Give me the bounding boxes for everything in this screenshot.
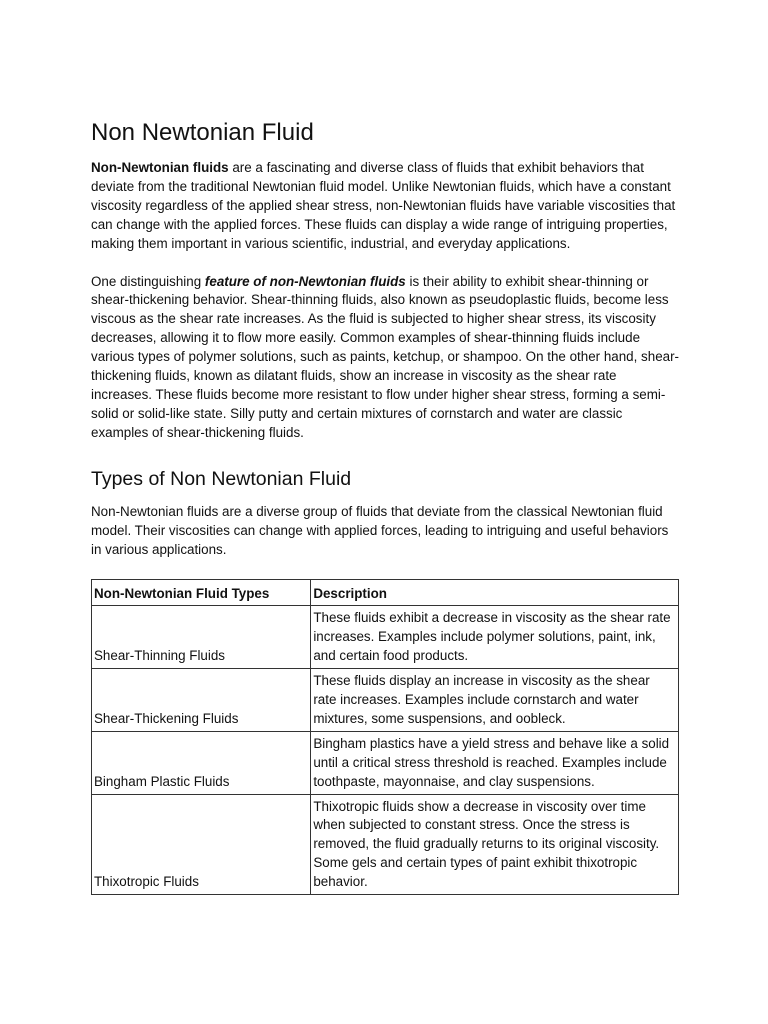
- feature-paragraph: [91, 273, 681, 443]
- table-cell-type: Bingham Plastic Fluids: [92, 731, 311, 794]
- table-cell-type: Thixotropic Fluids: [92, 794, 311, 895]
- intro-text: are a fascinating and diverse class of fluids that exhibit behaviors that deviate from the traditional Newtonian fluid model. Unlike Newtonian fluids, which have a constant viscosity regardless of the applied shear stress, non-Newtonian fluids have variable viscosities that can change with the applied forces. These fluids can display a wide range of intriguing properties, making them important in various scientific, industrial, and everyday applications.: [91, 160, 676, 251]
- feature-lead: One distinguishing: [91, 273, 205, 289]
- table-row: [92, 606, 679, 669]
- feature-text: is their ability to exhibit shear-thinning or shear-thickening behavior. Shear-thinning fluids, also known as pseudoplastic fluids, become less viscous as the shear rate increases. As the fluid is subjected to higher shear stress, its viscosity decreases, allowing it to flow more easily. Common examples of shear-thinning fluids include various types of polymer solutions, such as paints, ketchup, or shampoo. On the other hand, shear-thickening fluids, known as dilatant fluids, show an increase in viscosity as the shear rate increases. These fluids become more resistant to flow under higher shear stress, forming a semi-solid or solid-like state. Silly putty and certain mixtures of cornstarch and water are classic examples of shear-thickening fluids.: [91, 273, 680, 440]
- table-cell-description: These fluids exhibit a decrease in viscosity as the shear rate increases. Examples include polymer solutions, paint, ink, and certain food products.: [311, 606, 679, 669]
- page-title: Non Newtonian Fluid: [91, 119, 314, 146]
- intro-bold-lead: Non-Newtonian fluids: [91, 160, 229, 175]
- table-header-type: Non-Newtonian Fluid Types: [92, 580, 311, 606]
- intro-paragraph: [91, 159, 681, 254]
- table-row: [92, 794, 679, 895]
- table-cell-description: Thixotropic fluids show a decrease in viscosity over time when subjected to constant stress. Once the stress is removed, the fluid gradually returns to its original viscosity. Some gels and certain types of paint exhibit thixotropic behavior.: [311, 794, 679, 895]
- types-heading: Types of Non Newtonian Fluid: [91, 467, 352, 490]
- table-row: [92, 731, 679, 794]
- table-header-description: Description: [311, 580, 679, 606]
- fluid-types-table: [91, 579, 679, 895]
- table-cell-description: These fluids display an increase in viscosity as the shear rate increases. Examples include cornstarch and water mixtures, some suspensions, and oobleck.: [311, 669, 679, 732]
- table-cell-type: Shear-Thinning Fluids: [92, 606, 311, 669]
- types-intro-paragraph: Non-Newtonian fluids are a diverse group of fluids that deviate from the classical Newtonian fluid model. Their viscosities can change with applied forces, leading to intriguing and useful behaviors in various applications.: [91, 503, 669, 557]
- table-cell-type: Shear-Thickening Fluids: [92, 669, 311, 732]
- table-row: [92, 669, 679, 732]
- table-cell-description: Bingham plastics have a yield stress and behave like a solid until a critical stress threshold is reached. Examples include toothpaste, mayonnaise, and clay suspensions.: [311, 731, 679, 794]
- table-header-row: [92, 580, 679, 606]
- feature-emphasis: feature of non-Newtonian fluids: [204, 273, 406, 289]
- document-content: [91, 116, 681, 895]
